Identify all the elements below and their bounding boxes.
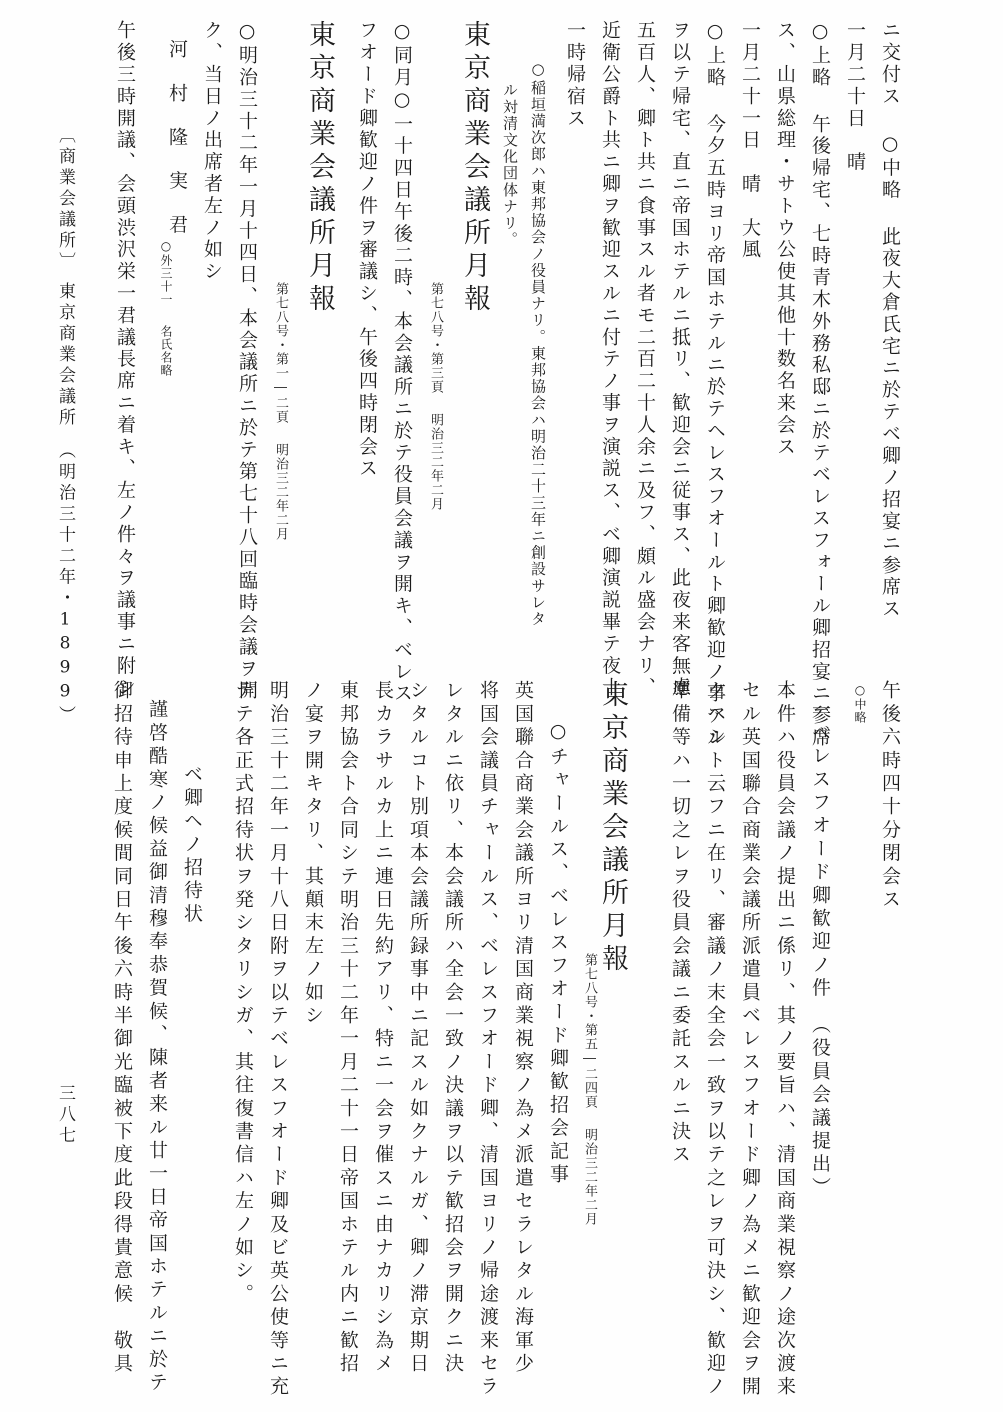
text-line: 五百人、卿ト共ニ食事スル者モ二百二十人余ニ及フ、頗ル盛会ナリ、 xyxy=(634,20,656,699)
upper-text-column xyxy=(625,20,665,699)
lower-text-column xyxy=(846,683,870,724)
lower-text-column xyxy=(538,680,578,1187)
upper-text-column xyxy=(192,20,232,283)
lower-text-column xyxy=(363,680,403,1376)
text-line: テテ各正式招待状ヲ発シタリシガ、其往復書信ハ左ノ如シ。 xyxy=(232,680,254,1307)
page-number xyxy=(52,1084,76,1147)
source-heading xyxy=(590,680,634,977)
upper-text-column xyxy=(105,20,145,699)
lower-text-column xyxy=(102,680,142,1376)
lower-text-column xyxy=(328,680,368,1376)
upper-text-column xyxy=(347,20,387,480)
text-line: ○明治三十二年一月十四日、本会議所ニ於テ第七十八回臨時会議ヲ開 xyxy=(236,20,258,702)
text-line: ヲ以テ帰宅、直ニ帝国ホテルニ抵リ、歓迎会ニ従事ス、此夜来客無慮 xyxy=(669,20,691,699)
lower-text-column xyxy=(258,680,298,1399)
text-line: セル英国聯合商業会議所派遣員ベレスフオード卿ノ為メニ歓迎会ヲ開 xyxy=(739,680,761,1400)
source-title: 東京商業会議所月報 xyxy=(304,20,335,317)
text-line: ○同月○一十四日午後二時、本会議所ニ於テ役員会議ヲ開キ、ベレス xyxy=(391,20,413,705)
text-line: 将国会議員チャールス、ベレスフオード卿、清国ヨリノ帰途渡来セラ xyxy=(477,680,499,1400)
upper-text-column xyxy=(555,20,595,130)
lower-text-column xyxy=(800,680,840,1200)
text-line: 本件ハ役員会議ノ提出ニ係リ、其ノ要旨ハ、清国商業視察ノ途次渡来 xyxy=(774,680,796,1400)
text-line: クヘシト云フニ在リ、審議ノ末全会一致ヲ以テ之レヲ可決シ、歓迎ノ xyxy=(704,680,726,1400)
upper-text-column xyxy=(157,20,197,236)
letter-line: 謹啓酷寒ノ候益御清穆奉恭賀候、陳者来ル廿一日帝国ホテルニ於テ xyxy=(146,699,168,1395)
text-line: 一時帰宿ス xyxy=(564,20,586,130)
section-label-text: 〔商業会議所〕 xyxy=(55,126,75,273)
text-line: シタルコト別項本会議所録事中ニ記スル如クナルガ、卿ノ滞京期日 xyxy=(407,680,429,1376)
text-line: ニ交付ス ○中略 此夜大倉氏宅ニ於テベ卿ノ招宴ニ参席ス xyxy=(879,20,901,621)
text-line: 英国聯合商業会議所ヨリ清国商業視察ノ為メ派遣セラレタル海軍少 xyxy=(512,680,534,1376)
text-line: 準備等ハ一切之レヲ役員会議ニ委託スルニ決ス xyxy=(669,680,691,1168)
upper-text-column xyxy=(227,20,267,702)
running-footer-text: 東京商業会議所 （明治三十二年・1899） xyxy=(55,282,75,727)
source-title: 東京商業会議所月報 xyxy=(597,680,628,977)
attendee-note-line: ○外三十一 xyxy=(159,239,173,306)
text-line: フオード卿歓迎ノ件ヲ審議シ、午後四時閉会ス xyxy=(356,20,378,480)
citation-issue: 第七八号・第三頁 xyxy=(428,282,443,394)
text-line: ク、当日ノ出席者左ノ如シ xyxy=(201,20,223,283)
footnote xyxy=(522,20,554,627)
text-line: 長カラサルカ上ニ連日先約アリ、特ニ一会ヲ催スニ由ナカリシ為メ xyxy=(372,680,394,1376)
citation-date: 明治三二年二月 xyxy=(582,1128,597,1226)
citation-date: 明治三二年二月 xyxy=(428,413,443,511)
letter-title: ベ卿ヘノ招待状 xyxy=(181,764,203,927)
page-number-text: 三八七 xyxy=(55,1084,75,1147)
upper-text-column xyxy=(730,20,770,261)
article-title: ○チャールス、ベレスフオード卿歓招会記事 xyxy=(547,720,569,1187)
lower-text-column xyxy=(730,680,770,1399)
upper-text-column xyxy=(590,20,630,699)
source-title: 東京商業会議所月報 xyxy=(459,20,490,317)
upper-text-column xyxy=(870,20,910,620)
lower-text-column xyxy=(503,680,543,1376)
text-line: 明治三十二年一月十八日附ヲ以テベレスフオード卿及ビ英公使等ニ充 xyxy=(267,680,289,1400)
upper-text-column xyxy=(660,20,700,699)
text-line: 午後六時四十分閉会ス xyxy=(879,680,901,912)
lower-text-column xyxy=(695,680,735,1399)
source-heading xyxy=(297,20,341,317)
text-line: レタルニ依リ、本会議所ハ全会一致ノ決議ヲ以テ歓招会ヲ開クニ決 xyxy=(442,680,464,1376)
section-label xyxy=(52,126,76,273)
text-line: ○上略 午後帰宅、七時青木外務私邸ニ於テベレスフォール卿招宴ニ参席 xyxy=(809,20,831,749)
letter-line: 御招待申上度候間同日午後六時半御光臨被下度此段得貴意候 敬具 xyxy=(111,680,133,1376)
citation-issue: 第七八号・第五―二四頁 xyxy=(582,953,597,1109)
running-footer xyxy=(52,282,76,727)
note-line: ル対清文化団体ナリ。 xyxy=(501,82,519,248)
omission-mark: ○中略 xyxy=(853,683,867,724)
lower-text-column xyxy=(765,680,805,1399)
upper-text-column xyxy=(695,20,735,749)
agenda-item: 一ベレスフオード卿歓迎ノ件 （役員会議提出） xyxy=(809,699,831,1200)
text-line: 東邦協会ト合同シテ明治三十二年一月二十一日帝国ホテル内ニ歓招 xyxy=(337,680,359,1376)
text-line: 午後三時開議、会頭渋沢栄一君議長席ニ着キ、左ノ件々ヲ議事ニ附シ xyxy=(114,20,136,699)
text-line: ノ宴ヲ開キタリ、其顛末左ノ如シ xyxy=(302,680,324,1028)
upper-text-column xyxy=(835,20,875,173)
date-line: 一月二十日 晴 xyxy=(844,20,866,174)
upper-text-column xyxy=(765,20,805,458)
text-line: 近衛公爵ト共ニ卿ヲ歓迎スルニ付テノ事ヲ演説ス、ベ卿演説畢テ夜十 xyxy=(599,20,621,699)
upper-text-column xyxy=(800,20,840,749)
attendee-note-line: 名氏名略 xyxy=(159,325,173,377)
lower-text-column xyxy=(870,680,910,912)
attendee-note xyxy=(144,239,176,377)
text-line: ス、山県総理・サトウ公使其他十数名来会ス xyxy=(774,20,796,458)
footnote xyxy=(494,20,526,248)
note-line: ○稲垣満次郎ハ東邦協会ノ役員ナリ。東邦協会ハ明治二十三年ニ創設サレタ xyxy=(529,60,547,628)
lower-text-column xyxy=(398,680,438,1376)
lower-text-column xyxy=(137,680,177,1395)
lower-text-column xyxy=(223,680,263,1306)
attendee-name: 河 村 隆 実 君 xyxy=(166,39,188,237)
source-heading xyxy=(452,20,496,317)
upper-text-column xyxy=(382,20,422,705)
text-line: ○上略 今夕五時ヨリ帝国ホテルニ於テヘレスフオールト卿歓迎ノ事アル xyxy=(704,20,726,749)
date-line: 一月二十一日 晴 大風 xyxy=(739,20,761,261)
lower-text-column xyxy=(293,680,333,1028)
citation-date: 明治三二年二月 xyxy=(273,443,288,541)
lower-text-column xyxy=(468,680,508,1399)
citation-issue: 第七八号・第一―二頁 xyxy=(273,282,288,424)
lower-text-column xyxy=(433,680,473,1376)
lower-text-column xyxy=(172,680,212,926)
lower-text-column xyxy=(660,680,700,1167)
